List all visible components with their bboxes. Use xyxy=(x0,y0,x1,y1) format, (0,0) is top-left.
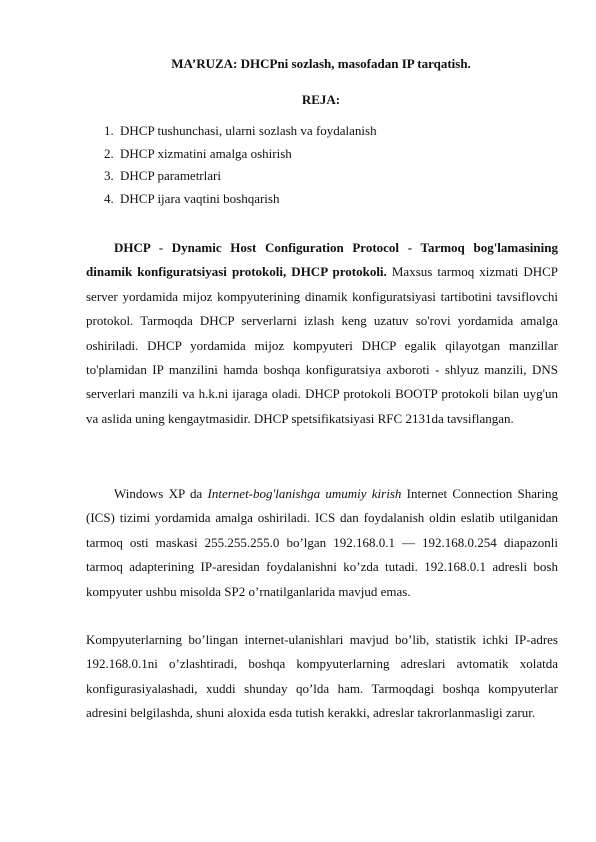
plan-item-text: DHCP tushunchasi, ularni sozlash va foydalanish xyxy=(120,123,377,138)
ics-paragraph-text: Internet Connection Sharing (ICS) tizimi yordamida amalga oshiriladi. ICS dan foydalanish oldin eslatib utilganidan tarmoq osti maskasi 255.255.255.0 bo’lgan 192.168.0.1 — 192.168.0.254 diapazonli tarmoq adapterining IP-aresidan foydalanishni ko’zda tutadi. 192.168.0.1 adresli bosh kompyuter ushbu misolda SP2 o’rnatilganlarida mavjud emas. xyxy=(86,486,558,599)
plan-item xyxy=(104,165,377,188)
dhcp-definition-text: Maxsus tarmoq xizmati DHCP server yordamida mijoz kompyuterining dinamik konfiguratsiyasi tartibotini tavsiflovchi protokol. Tarmoqda DHCP serverlarni izlash keng uzatuv so'rovi yordamida amalga oshiriladi. DHCP yordamida mijoz kompyuteri DHCP egalik qilayotgan manzillar to'plamidan IP manzilini hamda boshqa konfiguratsiya axboroti - shlyuz manzili, DNS serverlari manzili va h.k.ni ijaraga oladi. DHCP protokoli BOOTP protokoli bilan uyg'un va aslida uning kengaytmasidir. DHCP spetsifikatsiyasi RFC 2131da tavsiflangan. xyxy=(86,264,558,426)
plan-item-number: 1. xyxy=(104,123,114,138)
plan-item-number: 2. xyxy=(104,145,114,161)
plan-heading: REJA: xyxy=(301,92,341,107)
dhcp-definition-lead: DHCP - Dynamic Host Configuration Protocol - Tarmoq bog'lamasining dinamik konfiguratsiyasi protokoli, DHCP protokoli. xyxy=(86,240,558,280)
plan-item-text: DHCP xizmatini amalga oshirish xyxy=(120,145,292,161)
plan-item-text: DHCP ijara vaqtini boshqarish xyxy=(120,190,280,206)
plan-item-number: 3. xyxy=(104,168,114,183)
ics-paragraph xyxy=(86,482,558,604)
plan-item-number: 4. xyxy=(104,190,114,206)
plan-item xyxy=(104,188,377,211)
ics-paragraph-lead: Windows XP da xyxy=(114,486,208,501)
shared-connection-paragraph: Kompyuterlarning bo’lingan internet-ulanishlari mavjud bo’lib, statistik ichki IP-adres 192.168.0.1ni o’zlashtiradi, boshqa kompyuterlarning adreslari avtomatik xolatda konfigurasiyalashadi, xuddi shunday qo’lda ham. Tarmoqdagi boshqa kompyuterlar adresini belgilashda, shuni aloxida esda tutish kerakki, adreslar takrorlanmasligi zarur. xyxy=(86,632,558,721)
plan-item xyxy=(104,120,377,143)
plan-item-text: DHCP parametrlari xyxy=(120,168,221,183)
document-title: MA’RUZA: DHCPni sozlash, masofadan IP tarqatish. xyxy=(171,56,471,71)
plan-list xyxy=(104,120,377,210)
ics-italic-term: Internet-bog'lanishga umumiy kirish xyxy=(207,486,402,501)
dhcp-definition-paragraph xyxy=(86,236,558,431)
plan-item xyxy=(104,143,377,166)
